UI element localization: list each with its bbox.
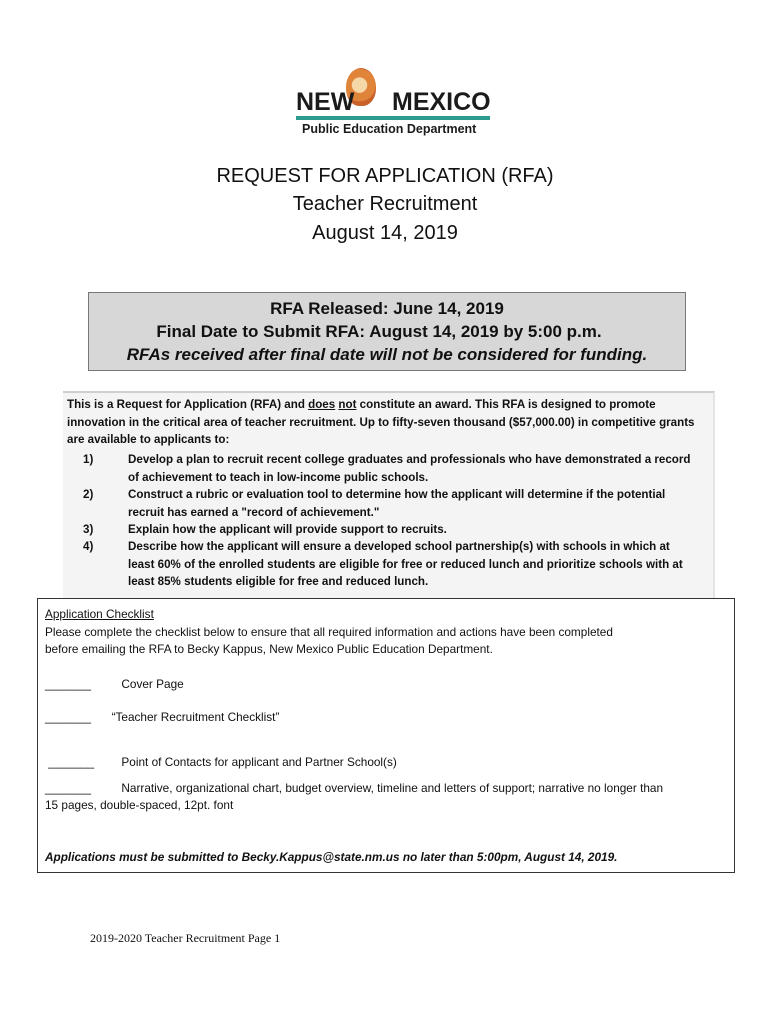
final-submit-date: Final Date to Submit RFA: August 14, 2019 by 5:00 p.m. xyxy=(156,322,602,341)
page-footer: 2019-2020 Teacher Recruitment Page 1 xyxy=(90,931,281,945)
intro-section xyxy=(63,391,715,599)
checklist-item: _______ Point of Contacts for applicant and Partner School(s) xyxy=(48,755,397,769)
list-item-number: 3) xyxy=(83,523,94,536)
list-item: Develop a plan to recruit recent college graduates and professionals who have demonstrated a record of achievement to teach in low-income public schools. xyxy=(128,453,691,484)
doc-title: REQUEST FOR APPLICATION (RFA) xyxy=(216,165,554,187)
checklist-instructions: before emailing the RFA to Becky Kappus, New Mexico Public Education Department. xyxy=(45,642,493,656)
checklist-item: _______ Cover Page xyxy=(45,677,184,691)
submission-deadline: Applications must be submitted to Becky.Kappus@state.nm.us no later than 5:00pm, August 14, 2019. xyxy=(45,850,618,864)
checklist-item-continued: 15 pages, double-spaced, 12pt. font xyxy=(45,798,234,812)
logo-subtitle: Public Education Department xyxy=(302,122,477,136)
list-item-number: 1) xyxy=(83,453,94,466)
late-warning: RFAs received after final date will not be considered for funding. xyxy=(126,345,648,364)
logo-word-new: NEW xyxy=(296,88,355,116)
list-item: Construct a rubric or evaluation tool to determine how the applicant will determine if the potential recruit has earned a "record of achievement." xyxy=(128,488,666,519)
checkbox-blank[interactable]: _______ xyxy=(45,677,91,691)
checklist-heading: Application Checklist xyxy=(45,607,154,621)
deadline-banner xyxy=(88,292,686,371)
logo-rule xyxy=(296,116,490,120)
list-item-number: 4) xyxy=(83,540,94,553)
checkbox-blank[interactable]: _______ xyxy=(45,781,91,795)
doc-date: August 14, 2019 xyxy=(312,222,458,244)
checklist-item: _______ “Teacher Recruitment Checklist” xyxy=(45,710,280,724)
checkbox-blank[interactable]: _______ xyxy=(48,755,95,769)
release-date: RFA Released: June 14, 2019 xyxy=(270,299,504,318)
nmped-logo xyxy=(292,66,492,138)
intro-paragraph: This is a Request for Application (RFA) and does not constitute an award. This RFA is designed to promote innovation in the critical area of teacher recruitment. Up to fifty-seven thousand ($57,000.00) in competitive grants are available to applicants to: xyxy=(67,398,695,446)
application-checklist xyxy=(37,598,735,873)
checklist-item: _______ Narrative, organizational chart, budget overview, timeline and letters of support; narrative no longer than xyxy=(45,781,664,795)
list-item: Explain how the applicant will provide support to recruits. xyxy=(128,523,447,536)
doc-subtitle: Teacher Recruitment xyxy=(292,193,478,215)
checkbox-blank[interactable]: _______ xyxy=(45,710,91,724)
list-item-number: 2) xyxy=(83,488,94,501)
logo-word-mexico: MEXICO xyxy=(392,88,491,116)
checklist-instructions: Please complete the checklist below to ensure that all required information and actions have been completed xyxy=(45,625,613,639)
list-item: Describe how the applicant will ensure a developed school partnership(s) with schools in which at least 60% of the enrolled students are eligible for free or reduced lunch and prioritize schools with at least 85% students eligible for free and reduced lunch. xyxy=(128,540,683,588)
